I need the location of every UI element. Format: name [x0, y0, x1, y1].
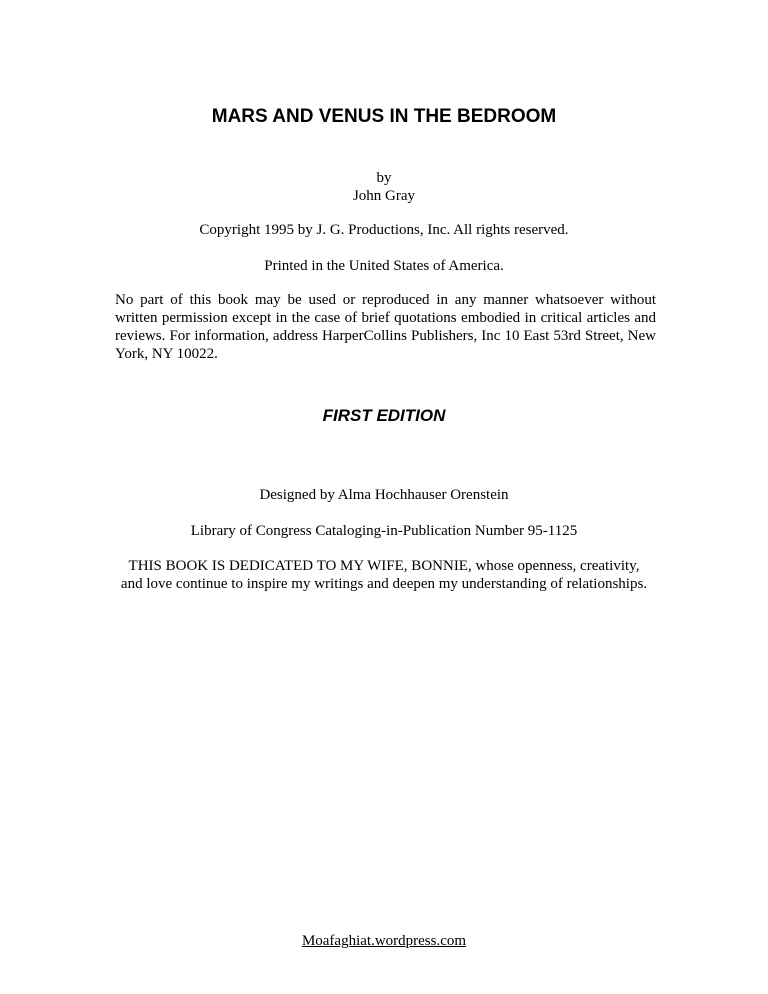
- dedication-line-1: THIS BOOK IS DEDICATED TO MY WIFE, BONNIE, whose openness, creativity,: [128, 558, 640, 574]
- edition-heading: FIRST EDITION: [322, 406, 446, 425]
- author-name: John Gray: [352, 188, 416, 204]
- by-label: by: [376, 170, 392, 186]
- printed-notice: Printed in the United States of America.: [264, 258, 504, 274]
- designer-credit: Designed by Alma Hochhauser Orenstein: [259, 487, 509, 503]
- footer-website-link[interactable]: Moafaghiat.wordpress.com: [301, 933, 467, 949]
- footer: [0, 932, 768, 950]
- permission-paragraph: No part of this book may be used or reproduced in any manner whatsoever without written permission except in the case of brief quotations embodied in critical articles and reviews. For information, address HarperCollins Publishers, Inc 10 East 53rd Street, New York, NY 10022.: [115, 292, 656, 362]
- copyright-notice: Copyright 1995 by J. G. Productions, Inc. All rights reserved.: [199, 222, 569, 238]
- dedication-line-2: and love continue to inspire my writings and deepen my understanding of relationships.: [120, 576, 648, 592]
- book-title: MARS AND VENUS IN THE BEDROOM: [211, 106, 557, 127]
- library-cataloging-number: Library of Congress Cataloging-in-Publication Number 95-1125: [190, 523, 578, 539]
- dedication: [100, 557, 668, 593]
